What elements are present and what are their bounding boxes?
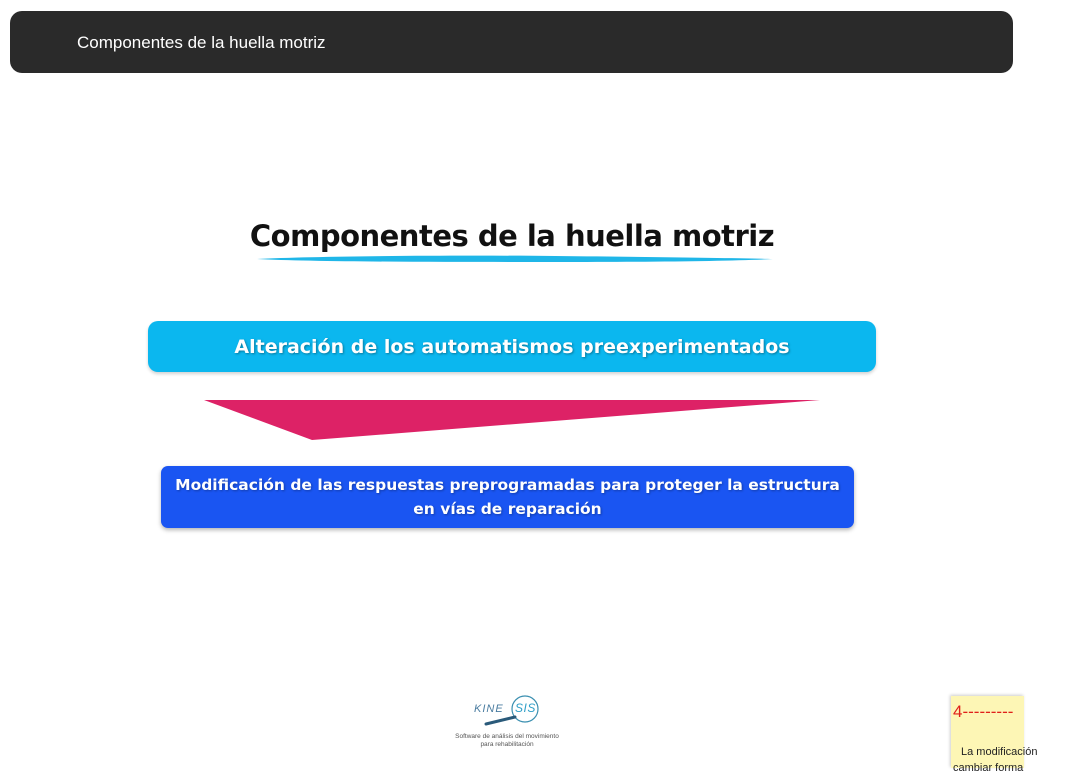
- note-number: 4---------: [953, 702, 1014, 721]
- header-title: Componentes de la huella motriz: [77, 33, 326, 52]
- bottom-concept-text: Modificación de las respuestas preprogramadas para proteger la estructura en vías de reparación: [175, 476, 840, 518]
- top-concept-box: [148, 321, 876, 372]
- logo-brand-suffix: SIS: [515, 701, 536, 715]
- down-pointing-wedge-icon: [200, 396, 826, 444]
- slide-title: Componentes de la huella motriz: [249, 219, 775, 253]
- logo-brand-prefix: KINE: [474, 703, 504, 715]
- logo-tagline-line1: Software de análisis del movimiento: [455, 733, 559, 740]
- bottom-concept-box: [161, 466, 854, 528]
- logo-tagline: [440, 733, 574, 749]
- title-underline-icon: [255, 253, 775, 265]
- top-concept-text: Alteración de los automatismos preexperimentados: [234, 335, 790, 358]
- logo-tagline-line2: para rehabilitación: [480, 741, 534, 748]
- speaker-note-box: [951, 696, 1038, 774]
- header-bar: [10, 11, 1013, 73]
- note-text: La modificación cambiar forma: [953, 746, 1038, 774]
